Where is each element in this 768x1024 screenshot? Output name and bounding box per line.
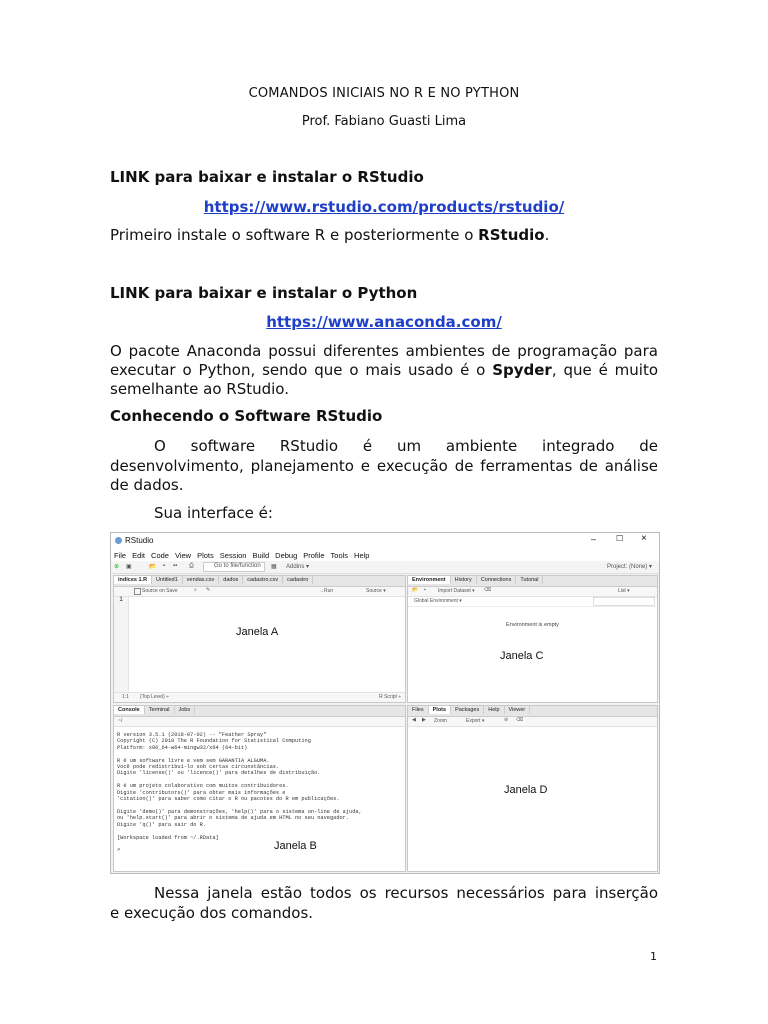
menu-profile[interactable]: Profile — [303, 551, 325, 560]
goto-file-input[interactable]: Go to file/function — [203, 562, 265, 572]
console-line: Digite 'contributors()' para obter mais informações e — [117, 789, 286, 796]
menu-debug[interactable]: Debug — [275, 551, 298, 560]
tab-environment[interactable]: Environment — [408, 576, 451, 584]
tab-jobs[interactable]: Jobs — [175, 706, 196, 714]
tab-console[interactable]: Console — [114, 706, 145, 714]
rstudio-logo-icon — [115, 537, 122, 544]
console-output[interactable] — [117, 732, 362, 854]
rstudio-link[interactable]: https://www.rstudio.com/products/rstudio/ — [203, 198, 565, 216]
window-title: RStudio — [125, 536, 154, 545]
console-line: Copyright (C) 2018 The R Foundation for Statistical Computing — [117, 738, 311, 745]
environment-tabs — [408, 576, 657, 587]
main-toolbar — [111, 561, 659, 574]
console-path-bar — [114, 717, 405, 727]
zoom-button[interactable]: Zoom — [434, 718, 447, 724]
menu-tools[interactable]: Tools — [330, 551, 349, 560]
search-icon[interactable]: ⌕ — [194, 587, 197, 593]
tab-history[interactable]: History — [451, 576, 477, 584]
janela-a-label: Janela A — [236, 626, 279, 638]
console-line: ou 'help.start()' para abrir o sistema de ajuda em HTML no seu navegador. — [117, 815, 350, 822]
interface-intro: Sua interface é: — [154, 504, 273, 522]
tab-packages[interactable]: Packages — [451, 706, 484, 714]
menu-help[interactable]: Help — [354, 551, 370, 560]
python-paragraph: O pacote Anaconda possui diferentes ambientes de programação para executar o Python, sendo que o mais usado é o Spyder, que é muito semelhante ao RStudio. — [110, 342, 659, 398]
janela-b-label: Janela B — [274, 840, 317, 852]
save-icon[interactable]: ▪ — [163, 563, 166, 569]
editor-tab-dados[interactable]: dados — [219, 576, 243, 584]
document-author: Prof. Fabiano Guasti Lima — [301, 114, 467, 129]
console-line: Você pode redistribuí-lo sob certas circunstâncias. — [117, 764, 280, 771]
save-all-icon[interactable]: ▪▪ — [173, 563, 178, 569]
tab-plots[interactable]: Plots — [429, 706, 451, 714]
maximize-icon[interactable]: ☐ — [616, 534, 624, 543]
load-workspace-icon[interactable]: 📂 — [412, 587, 419, 593]
console-pane[interactable] — [113, 705, 406, 872]
console-line: R é um software livre e vem sem GARANTIA ALGUMA. — [117, 757, 270, 764]
menu-plots[interactable]: Plots — [197, 551, 214, 560]
project-menu[interactable]: Project: (None) ▾ — [607, 564, 653, 570]
open-file-icon[interactable]: 📂 — [149, 564, 157, 570]
console-tabs — [114, 706, 405, 717]
environment-pane[interactable] — [407, 575, 658, 703]
console-line: Digite 'demo()' para demonstrações, 'help()' para o sistema on-line de ajuda, — [117, 808, 362, 815]
console-line: [Workspace loaded from ~/.RData] — [117, 834, 219, 841]
tab-terminal[interactable]: Terminal — [145, 706, 175, 714]
page-number: 1 — [650, 950, 657, 963]
editor-tab-cadastro-csv[interactable]: cadastro.csv — [243, 576, 283, 584]
rstudio-paragraph: Primeiro instale o software R e posteriormente o RStudio. — [110, 226, 550, 244]
print-icon[interactable]: ⎙ — [189, 563, 194, 569]
console-line: Platform: x86_64-w64-mingw32/x64 (64-bit) — [117, 744, 248, 751]
python-heading: LINK para baixar e instalar o Python — [110, 284, 418, 302]
menu-session[interactable]: Session — [219, 551, 247, 560]
open-project-icon[interactable]: ▣ — [126, 564, 132, 570]
janela-c-label: Janela C — [500, 650, 544, 662]
files-tabs — [408, 706, 657, 717]
menu-file[interactable]: File — [114, 551, 127, 560]
environment-scope-bar — [408, 597, 657, 607]
menu-edit[interactable]: Edit — [132, 551, 146, 560]
anaconda-link[interactable]: https://www.anaconda.com/ — [266, 313, 502, 331]
console-line: > — [117, 847, 121, 854]
close-icon[interactable]: × — [641, 533, 647, 544]
editor-tab-untitled1[interactable]: Untitled1 — [152, 576, 183, 584]
intro-line1: O software RStudio é um ambiente integrado de — [154, 437, 658, 455]
editor-tab-vendas-csv[interactable]: vendas.csv — [183, 576, 220, 584]
editor-tabs — [114, 576, 405, 587]
editor-pane[interactable] — [113, 575, 406, 703]
tab-connections[interactable]: Connections — [477, 576, 517, 584]
broom-icon[interactable]: ⌫ — [484, 587, 492, 593]
export-button[interactable]: Export ▾ — [466, 718, 485, 724]
editor-statusbar: 1:1 (Top Level) ÷ R Script ÷ — [114, 692, 405, 702]
plots-toolbar — [408, 717, 657, 727]
intro-rest: desenvolvimento, planejamento e execução de ferramentas de análise de dados. — [110, 457, 658, 494]
document-title: COMANDOS INICIAIS NO R E NO PYTHON — [248, 86, 520, 101]
console-path: ~/ — [118, 718, 123, 724]
addins-menu[interactable]: Addins ▾ — [286, 564, 310, 570]
layout-icon[interactable]: ▦ — [271, 564, 277, 570]
janela-d-label: Janela D — [504, 784, 548, 796]
tab-files[interactable]: Files — [408, 706, 429, 714]
source-on-save-label: Source on Save — [142, 588, 178, 594]
menu-build[interactable]: Build — [252, 551, 270, 560]
line-gutter: 1 — [114, 597, 129, 692]
minimize-icon[interactable]: – — [591, 534, 597, 544]
files-pane[interactable] — [407, 705, 658, 872]
tab-help[interactable]: Help — [484, 706, 504, 714]
editor-tab-cadastro[interactable]: cadastro — [283, 576, 313, 584]
list-view-menu[interactable]: List ▾ — [618, 588, 630, 594]
console-line: R version 3.5.1 (2018-07-02) -- "Feather Spray" — [117, 732, 267, 738]
source-on-save-checkbox[interactable] — [134, 588, 141, 595]
console-line: Digite 'license()' ou 'licence()' para detalhes de distribuição. — [117, 770, 321, 777]
window-titlebar — [111, 533, 659, 549]
closing-line2: e execução dos comandos. — [110, 904, 314, 922]
new-file-icon[interactable]: ⊕ — [114, 564, 120, 570]
rstudio-section-heading: Conhecendo o Software RStudio — [110, 407, 383, 425]
back-arrow-icon[interactable]: ◀ — [412, 717, 416, 723]
rstudio-heading: LINK para baixar e instalar o RStudio — [110, 168, 424, 186]
console-line: 'citation()' para saber como citar o R ou pacotes do R em publicações. — [117, 796, 340, 803]
console-line: Digite 'q()' para sair do R. — [117, 821, 207, 828]
global-environment-menu[interactable]: Global Environment ▾ — [414, 598, 462, 604]
menu-code[interactable]: Code — [151, 551, 169, 560]
menu-bar — [111, 549, 659, 561]
broom-icon[interactable]: ⌫ — [516, 717, 524, 723]
wand-icon[interactable]: ✎ — [206, 587, 211, 593]
environment-toolbar — [408, 587, 657, 597]
editor-tab-indices-1-r[interactable]: indices 1.R — [114, 576, 152, 584]
console-line: R é um projeto colaborativo com muitos contribuidores. — [117, 783, 289, 790]
import-dataset-button[interactable]: Import Dataset ▾ — [438, 588, 475, 594]
tab-tutorial[interactable]: Tutorial — [516, 576, 543, 584]
editor-toolbar — [114, 587, 405, 597]
save-workspace-icon[interactable]: ▪ — [424, 587, 426, 593]
environment-empty-text: Environment is empty — [506, 622, 559, 628]
tab-viewer[interactable]: Viewer — [505, 706, 531, 714]
environment-search-input[interactable] — [593, 597, 655, 606]
menu-view[interactable]: View — [174, 551, 192, 560]
rstudio-screenshot — [110, 532, 660, 874]
forward-arrow-icon[interactable]: ▶ — [422, 717, 426, 723]
run-button[interactable]: →Run — [319, 588, 334, 594]
source-button[interactable]: Source ▾ — [366, 588, 386, 594]
closing-line1: Nessa janela estão todos os recursos necessários para inserção — [154, 884, 658, 902]
remove-plot-icon[interactable]: ⊘ — [504, 717, 509, 723]
